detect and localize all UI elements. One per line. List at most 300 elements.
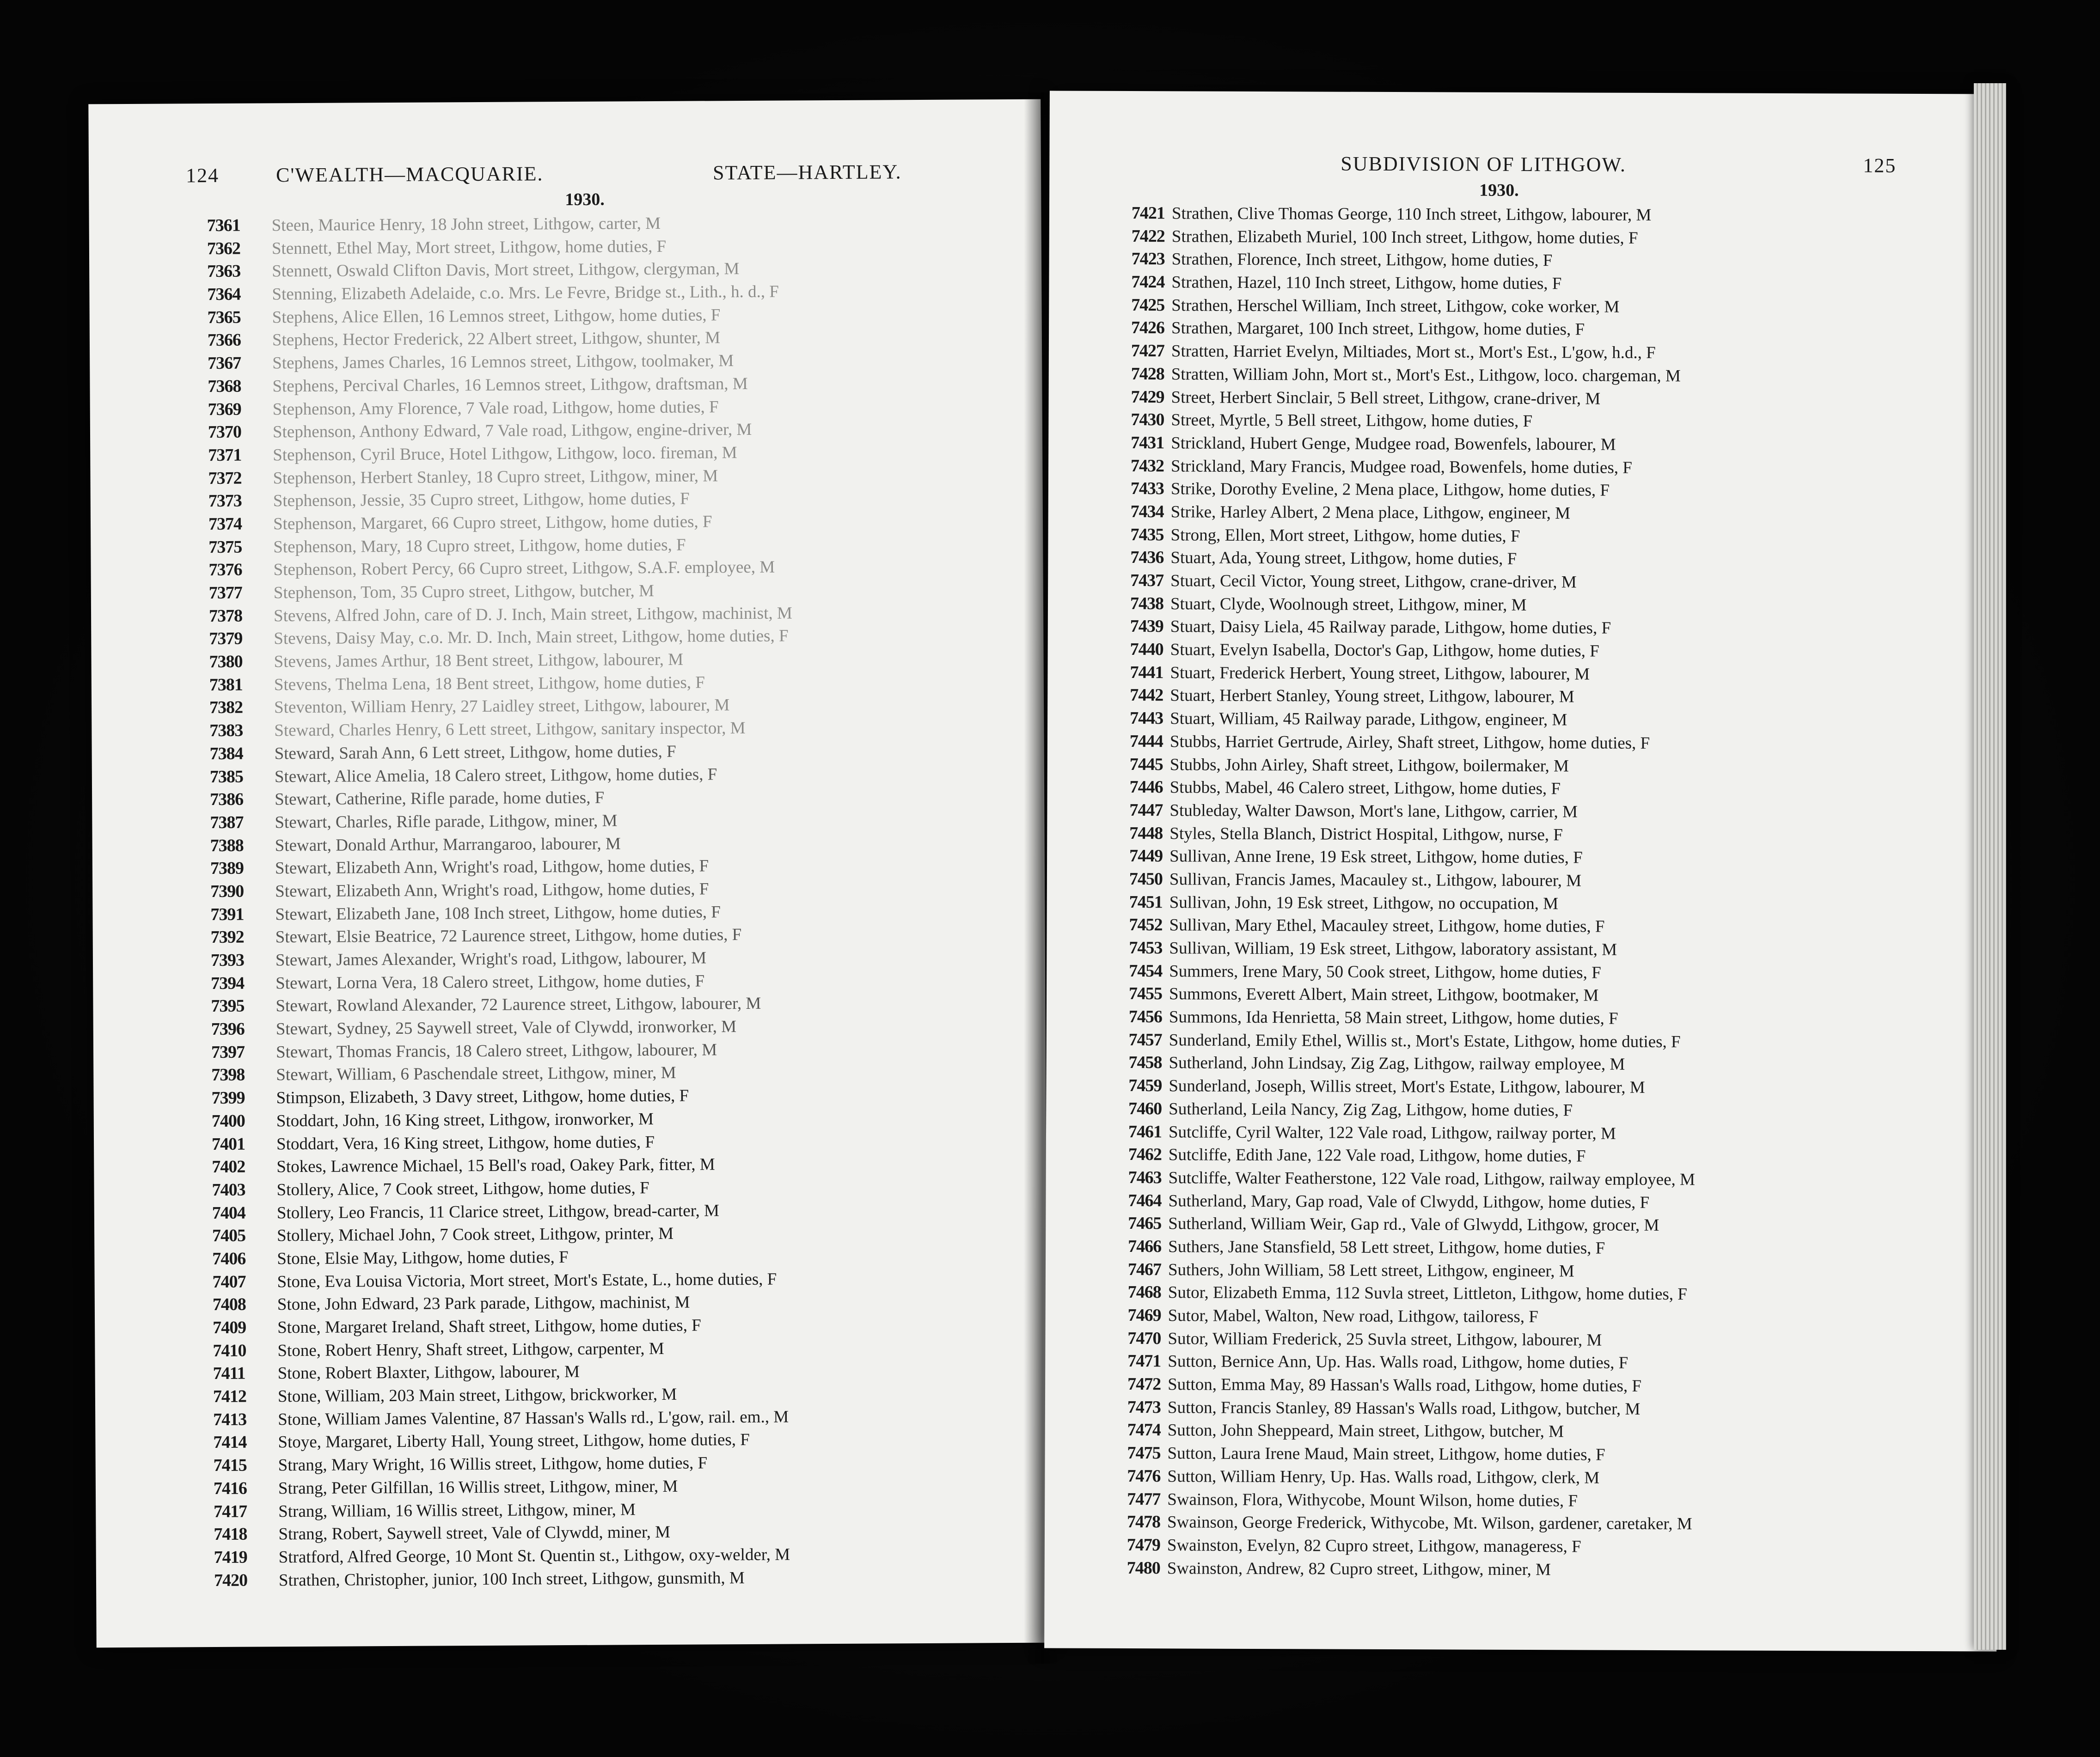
entry-text: Stone, William, 203 Main street, Lithgow, brickworker, M [277, 1385, 677, 1406]
entry-row [1045, 1442, 1997, 1468]
entry-row [1046, 1166, 1998, 1192]
entry-number: 7392 [210, 927, 244, 947]
entry-number: 7420 [214, 1570, 248, 1590]
entry-number: 7362 [207, 238, 241, 258]
entry-text: Stephenson, Tom, 35 Cupro street, Lithgow, butcher, M [273, 581, 655, 603]
entry-number: 7460 [1128, 1098, 1162, 1119]
entry-number: 7454 [1129, 961, 1163, 981]
entry-number: 7477 [1127, 1489, 1161, 1509]
entry-text: Stone, John Edward, 23 Park parade, Lithgow, machinist, M [277, 1293, 690, 1314]
entry-number: 7451 [1129, 892, 1163, 912]
entry-number: 7381 [209, 675, 243, 695]
entry-number: 7473 [1127, 1397, 1161, 1417]
entry-row [1046, 1304, 1998, 1330]
entry-text: Sullivan, Anne Irene, 19 Esk street, Lithgow, home duties, F [1169, 847, 1583, 867]
entry-row [1049, 225, 2002, 251]
entry-number: 7365 [207, 307, 241, 327]
entry-text: Strathen, Christopher, junior, 100 Inch street, Lithgow, gunsmith, M [278, 1568, 745, 1590]
entry-number: 7417 [214, 1501, 247, 1521]
entry-text: Styles, Stella Blanch, District Hospital, Lithgow, nurse, F [1169, 824, 1563, 844]
entry-row [1046, 1281, 1998, 1307]
entry-text: Summers, Irene Mary, 50 Cook street, Lithgow, home duties, F [1169, 962, 1601, 982]
entry-text: Stubbs, John Airley, Shaft street, Lithgow, boilermaker, M [1169, 755, 1569, 775]
entry-text: Strickland, Hubert Genge, Mudgee road, Bowenfels, labourer, M [1171, 433, 1616, 454]
entry-number: 7455 [1128, 984, 1163, 1004]
entry-number: 7364 [207, 284, 241, 305]
entry-text: Stewart, Elsie Beatrice, 72 Laurence street, Lithgow, home duties, F [275, 925, 742, 947]
entry-text: Swainson, Flora, Withycobe, Mount Wilson, home duties, F [1167, 1489, 1578, 1510]
entry-number: 7468 [1127, 1282, 1161, 1302]
entry-text: Sullivan, William, 19 Esk street, Lithgow, laboratory assistant, M [1169, 939, 1617, 959]
left-header-state: STATE—HARTLEY. [712, 160, 902, 184]
entry-row [1045, 1419, 1997, 1445]
entry-row [1045, 1327, 1997, 1353]
entry-row [1049, 362, 2001, 389]
entry-number: 7401 [211, 1134, 245, 1154]
entry-text: Steventon, William Henry, 27 Laidley street, Lithgow, labourer, M [274, 695, 730, 717]
entry-text: Stubleday, Walter Dawson, Mort's lane, Lithgow, carrier, M [1169, 801, 1578, 822]
right-entry-list [1045, 201, 2002, 1582]
entry-number: 7456 [1128, 1007, 1162, 1027]
entry-text: Stenning, Elizabeth Adelaide, c.o. Mrs. Le Fevre, Bridge st., Lith., h. d., F [272, 282, 779, 304]
entry-row [1048, 523, 2000, 549]
entry-text: Stoddart, John, 16 King street, Lithgow, ironworker, M [276, 1109, 654, 1131]
entry-number: 7463 [1128, 1167, 1162, 1188]
entry-number: 7403 [212, 1180, 245, 1200]
entry-text: Stollery, Leo Francis, 11 Clarice street, Lithgow, bread-carter, M [276, 1201, 720, 1222]
entry-number: 7388 [210, 836, 244, 855]
entry-text: Stuart, Daisy Liela, 45 Railway parade, Lithgow, home duties, F [1170, 617, 1611, 638]
entry-row [1047, 776, 2000, 802]
entry-number: 7379 [209, 629, 243, 649]
entry-row [1047, 661, 2000, 687]
entry-number: 7439 [1130, 616, 1163, 636]
entry-number: 7438 [1130, 593, 1164, 613]
entry-row [1045, 1464, 1997, 1491]
entry-text: Stone, William James Valentine, 87 Hassan's Walls rd., L'gow, rail. em., M [278, 1407, 789, 1429]
entry-text: Strathen, Herschel William, Inch street, Lithgow, coke worker, M [1171, 296, 1620, 317]
entry-number: 7444 [1129, 731, 1163, 751]
entry-number: 7411 [213, 1364, 245, 1384]
entry-text: Steward, Sarah Ann, 6 Lett street, Lithgow, home duties, F [274, 742, 676, 763]
entry-text: Sutor, Elizabeth Emma, 112 Suvla street, Littleton, Lithgow, home duties, F [1168, 1283, 1687, 1304]
entry-text: Stewart, Charles, Rifle parade, Lithgow, miner, M [275, 811, 618, 832]
entry-number: 7387 [210, 812, 244, 832]
entry-number: 7434 [1130, 501, 1164, 522]
entry-number: 7370 [208, 422, 242, 442]
entry-number: 7375 [208, 537, 242, 557]
entry-row [1046, 1120, 1998, 1147]
entry-text: Stephenson, Jessie, 35 Cupro street, Lithgow, home duties, F [273, 489, 690, 511]
entry-number: 7366 [207, 330, 241, 350]
entry-row [1048, 615, 2000, 641]
entry-number: 7435 [1130, 525, 1164, 544]
entry-number: 7461 [1128, 1122, 1162, 1141]
entry-number: 7399 [211, 1088, 245, 1108]
entry-row [1047, 684, 2000, 710]
entry-text: Stuart, Herbert Stanley, Young street, Lithgow, labourer, M [1170, 686, 1574, 707]
entry-number: 7407 [212, 1272, 246, 1292]
entry-number: 7385 [209, 767, 244, 787]
entry-number: 7382 [209, 698, 243, 718]
entry-number: 7361 [207, 215, 240, 236]
entry-row [1047, 982, 1999, 1009]
entry-text: Stephens, James Charles, 16 Lemnos street, Lithgow, toolmaker, M [272, 351, 734, 373]
entry-text: Suthers, Jane Stansfield, 58 Lett street, Lithgow, home duties, F [1168, 1237, 1605, 1258]
entry-text: Stone, Robert Henry, Shaft street, Lithgow, carpenter, M [277, 1339, 664, 1360]
entry-number: 7418 [214, 1524, 247, 1544]
entry-text: Stewart, Elizabeth Ann, Wright's road, Lithgow, home duties, F [275, 879, 709, 901]
entry-number: 7425 [1131, 295, 1165, 315]
entry-number: 7428 [1131, 364, 1164, 384]
entry-text: Swainston, Andrew, 82 Cupro street, Lithgow, miner, M [1167, 1558, 1551, 1579]
entry-number: 7469 [1127, 1306, 1161, 1325]
entry-text: Stewart, James Alexander, Wright's road, Lithgow, labourer, M [275, 948, 707, 970]
entry-number: 7440 [1130, 640, 1163, 659]
entry-number: 7470 [1127, 1328, 1161, 1348]
right-page-header [1049, 151, 2002, 182]
entry-text: Stuart, Ada, Young street, Lithgow, home duties, F [1170, 548, 1517, 569]
entry-row [1047, 1028, 1999, 1055]
entry-number: 7457 [1128, 1030, 1162, 1050]
entry-text: Stone, Eva Louisa Victoria, Mort street, Mort's Estate, L., home duties, F [277, 1269, 777, 1291]
entry-row [1047, 822, 1999, 848]
entry-number: 7443 [1130, 708, 1163, 728]
entry-text: Stewart, Rowland Alexander, 72 Laurence street, Lithgow, labourer, M [276, 994, 761, 1016]
entry-text: Steward, Charles Henry, 6 Lett street, Lithgow, sanitary inspector, M [274, 719, 746, 740]
entry-row [1049, 340, 2001, 366]
entry-row [1045, 1350, 1997, 1376]
entry-number: 7436 [1130, 548, 1164, 567]
entry-number: 7398 [211, 1065, 245, 1085]
entry-text: Stephenson, Robert Percy, 66 Cupro street, Lithgow, S.A.F. employee, M [273, 557, 775, 580]
entry-text: Strang, Peter Gilfillan, 16 Willis street, Lithgow, miner, M [278, 1476, 678, 1498]
entry-row [1048, 592, 2000, 618]
entry-number: 7472 [1127, 1374, 1161, 1394]
entry-text: Strong, Ellen, Mort street, Lithgow, home duties, F [1170, 525, 1520, 546]
entry-number: 7422 [1131, 226, 1165, 246]
entry-text: Stephens, Alice Ellen, 16 Lemnos street, Lithgow, home duties, F [272, 305, 721, 327]
left-page-number: 124 [185, 164, 220, 187]
entry-text: Stone, Margaret Ireland, Shaft street, Lithgow, home duties, F [277, 1316, 701, 1337]
left-page-header [89, 159, 1041, 192]
entry-text: Stimpson, Elizabeth, 3 Davy street, Lithgow, home duties, F [276, 1086, 689, 1108]
entry-row [1045, 1373, 1997, 1399]
entry-text: Stephens, Percival Charles, 16 Lemnos street, Lithgow, draftsman, M [272, 374, 748, 396]
entry-number: 7480 [1127, 1558, 1160, 1578]
entry-number: 7430 [1131, 410, 1164, 430]
entry-number: 7442 [1130, 685, 1163, 705]
entry-text: Stuart, Frederick Herbert, Young street, Lithgow, labourer, M [1170, 663, 1590, 684]
entry-row [1045, 1511, 1997, 1537]
entry-text: Stevens, Thelma Lena, 18 Bent street, Lithgow, home duties, F [274, 673, 705, 695]
entry-row [1048, 477, 2001, 504]
entry-row [1049, 293, 2001, 320]
entry-number: 7389 [210, 858, 244, 878]
entry-number: 7415 [213, 1455, 247, 1476]
right-year: 1930. [1479, 180, 1519, 200]
entry-text: Strathen, Margaret, 100 Inch street, Lithgow, home duties, F [1171, 318, 1585, 339]
entry-text: Strickland, Mary Francis, Mudgee road, Bowenfels, home duties, F [1170, 456, 1632, 477]
entry-row [1048, 546, 2000, 573]
entry-text: Sullivan, John, 19 Esk street, Lithgow, no occupation, M [1169, 892, 1559, 913]
entry-number: 7396 [211, 1019, 245, 1039]
entry-row [1046, 1212, 1998, 1238]
entry-number: 7395 [211, 996, 245, 1016]
entry-row [1045, 1488, 1997, 1514]
entry-number: 7437 [1130, 571, 1164, 591]
entry-number: 7431 [1131, 433, 1164, 453]
entry-text: Stewart, Lorna Vera, 18 Calero street, Lithgow, home duties, F [276, 971, 705, 993]
entry-text: Sutherland, Leila Nancy, Zig Zag, Lithgow, home duties, F [1169, 1099, 1573, 1120]
entry-number: 7412 [213, 1386, 247, 1407]
entry-number: 7394 [211, 973, 245, 993]
entry-text: Summons, Ida Henrietta, 58 Main street, Lithgow, home duties, F [1169, 1007, 1618, 1028]
entry-text: Stuart, Cecil Victor, Young street, Lithgow, crane-driver, M [1170, 571, 1577, 592]
entry-number: 7413 [213, 1409, 247, 1429]
entry-text: Stephens, Hector Frederick, 22 Albert street, Lithgow, shunter, M [272, 328, 721, 350]
right-header-subdivision: SUBDIVISION OF LITHGOW. [1341, 152, 1627, 176]
entry-text: Strang, Mary Wright, 16 Willis street, Lithgow, home duties, F [278, 1453, 708, 1475]
entry-text: Sutherland, Mary, Gap road, Vale of Clwydd, Lithgow, home duties, F [1168, 1191, 1650, 1212]
entry-text: Stratten, William John, Mort st., Mort's Est., Lithgow, loco. chargeman, M [1171, 365, 1681, 385]
entry-text: Stephenson, Margaret, 66 Cupro street, Lithgow, home duties, F [273, 512, 712, 534]
entry-text: Stewart, Elizabeth Jane, 108 Inch street, Lithgow, home duties, F [275, 902, 721, 924]
entry-text: Sutton, Bernice Ann, Up. Has. Walls road, Lithgow, home duties, F [1168, 1352, 1629, 1373]
entry-row [1047, 707, 2000, 733]
entry-number: 7376 [208, 560, 242, 580]
entry-number: 7400 [211, 1111, 245, 1131]
entry-text: Stephenson, Herbert Stanley, 18 Cupro street, Lithgow, miner, M [273, 466, 718, 488]
entry-text: Stevens, James Arthur, 18 Bent street, Lithgow, labourer, M [274, 650, 684, 671]
entry-number: 7368 [208, 376, 241, 396]
entry-row [1046, 1189, 1998, 1215]
entry-text: Sunderland, Emily Ethel, Willis st., Mort's Estate, Lithgow, home duties, F [1169, 1031, 1681, 1051]
entry-text: Sutcliffe, Cyril Walter, 122 Vale road, Lithgow, railway porter, M [1168, 1122, 1616, 1143]
entry-number: 7445 [1129, 754, 1163, 774]
entry-number: 7377 [208, 583, 242, 603]
entry-number: 7429 [1131, 387, 1164, 407]
entry-text: Sutton, John Sheppeard, Main street, Lithgow, butcher, M [1167, 1421, 1564, 1441]
entry-text: Strathen, Clive Thomas George, 110 Inch street, Lithgow, labourer, M [1171, 204, 1652, 225]
entry-text: Strike, Harley Albert, 2 Mena place, Lithgow, engineer, M [1170, 502, 1571, 523]
entry-row [1048, 431, 2001, 458]
entry-text: Stennett, Oswald Clifton Davis, Mort street, Lithgow, clergyman, M [272, 259, 740, 281]
entry-text: Stephenson, Anthony Edward, 7 Vale road, Lithgow, engine-driver, M [272, 420, 752, 442]
entry-number: 7426 [1131, 318, 1165, 338]
entry-number: 7432 [1130, 456, 1164, 476]
entry-text: Strathen, Florence, Inch street, Lithgow, home duties, F [1171, 250, 1553, 270]
entry-number: 7384 [209, 744, 243, 763]
entry-number: 7453 [1129, 938, 1163, 958]
entry-number: 7397 [211, 1042, 245, 1062]
entry-row [1049, 201, 2002, 228]
entry-text: Sutherland, William Weir, Gap rd., Vale of Glwydd, Lithgow, grocer, M [1168, 1214, 1659, 1235]
entry-text: Sutton, Emma May, 89 Hassan's Walls road, Lithgow, home duties, F [1168, 1375, 1642, 1396]
entry-number: 7374 [208, 514, 242, 534]
entry-text: Stuart, Evelyn Isabella, Doctor's Gap, Lithgow, home duties, F [1170, 640, 1599, 661]
entry-text: Stewart, Alice Amelia, 18 Calero street, Lithgow, home duties, F [274, 764, 717, 786]
entry-row [1047, 891, 1999, 917]
entry-number: 7369 [208, 399, 241, 419]
entry-text: Sutcliffe, Edith Jane, 122 Vale road, Lithgow, home duties, F [1168, 1145, 1586, 1166]
entry-number: 7424 [1131, 272, 1165, 292]
entry-row [1049, 317, 2001, 343]
entry-row [1047, 914, 1999, 940]
entry-text: Stratten, Harriet Evelyn, Miltiades, Mort st., Mort's Est., L'gow, h.d., F [1171, 342, 1656, 363]
entry-text: Suthers, John William, 58 Lett street, Lithgow, engineer, M [1168, 1260, 1574, 1281]
entry-row [1047, 936, 1999, 963]
entry-text: Sutcliffe, Walter Featherstone, 122 Vale road, Lithgow, railway employee, M [1168, 1168, 1696, 1190]
entry-row [1049, 248, 2002, 274]
entry-text: Street, Herbert Sinclair, 5 Bell street, Lithgow, crane-driver, M [1171, 387, 1601, 409]
left-year: 1930. [565, 189, 605, 210]
entry-text: Strang, Robert, Saywell street, Vale of Clywdd, miner, M [278, 1523, 671, 1544]
entry-row [1045, 1533, 1997, 1560]
entry-number: 7465 [1128, 1214, 1162, 1233]
entry-row [1047, 799, 1999, 825]
entry-number: 7427 [1131, 341, 1164, 361]
left-header-commonwealth: C'WEALTH—MACQUARIE. [276, 162, 544, 187]
entry-row [1048, 454, 2001, 481]
left-page [88, 99, 1048, 1648]
entry-number: 7458 [1128, 1053, 1162, 1073]
entry-text: Stephenson, Amy Florence, 7 Vale road, Lithgow, home duties, F [272, 397, 719, 419]
entry-text: Stratford, Alfred George, 10 Mont St. Quentin st., Lithgow, oxy-welder, M [278, 1545, 790, 1567]
entry-text: Sutton, Francis Stanley, 89 Hassan's Walls road, Lithgow, butcher, M [1167, 1398, 1641, 1419]
entry-text: Stevens, Daisy May, c.o. Mr. D. Inch, Main street, Lithgow, home duties, F [274, 626, 789, 648]
entry-number: 7452 [1129, 915, 1163, 935]
entry-text: Stone, Robert Blaxter, Lithgow, labourer, M [277, 1362, 580, 1383]
entry-text: Stuart, William, 45 Railway parade, Lithgow, engineer, M [1170, 709, 1567, 730]
entry-number: 7393 [210, 950, 245, 970]
entry-text: Swainson, George Frederick, Withycobe, Mt. Wilson, gardener, caretaker, M [1167, 1513, 1692, 1534]
entry-text: Stewart, William, 6 Paschendale street, Lithgow, miner, M [276, 1063, 676, 1085]
entry-text: Stone, Elsie May, Lithgow, home duties, F [277, 1247, 569, 1269]
entry-row [1045, 1556, 1997, 1583]
entry-number: 7478 [1127, 1512, 1161, 1532]
left-entry-list [89, 210, 1049, 1593]
entry-row [1047, 1005, 1999, 1031]
entry-text: Stewart, Thomas Francis, 18 Calero street, Lithgow, labourer, M [276, 1040, 717, 1062]
entry-text: Stennett, Ethel May, Mort street, Lithgow, home duties, F [271, 237, 667, 258]
entry-row [1046, 1074, 1998, 1101]
entry-text: Strathen, Elizabeth Muriel, 100 Inch street, Lithgow, home duties, F [1171, 227, 1638, 248]
entry-number: 7447 [1129, 800, 1163, 820]
entry-row [1047, 867, 1999, 894]
entry-number: 7450 [1129, 869, 1163, 889]
entry-text: Strike, Dorothy Eveline, 2 Mena place, Lithgow, home duties, F [1170, 479, 1610, 500]
entry-text: Sunderland, Joseph, Willis street, Mort's Estate, Lithgow, labourer, M [1169, 1076, 1645, 1098]
entry-number: 7373 [208, 491, 242, 511]
entry-number: 7383 [209, 720, 243, 741]
entry-number: 7380 [209, 652, 243, 672]
entry-number: 7363 [207, 262, 241, 281]
entry-number: 7402 [212, 1157, 245, 1177]
entry-text: Stephenson, Cyril Bruce, Hotel Lithgow, Lithgow, loco. fireman, M [273, 443, 737, 465]
entry-number: 7386 [210, 789, 244, 810]
entry-number: 7433 [1130, 479, 1164, 499]
entry-row [1048, 569, 2000, 595]
entry-row [1047, 845, 1999, 871]
entry-number: 7467 [1127, 1259, 1162, 1279]
entry-text: Street, Myrtle, 5 Bell street, Lithgow, home duties, F [1171, 410, 1533, 431]
entry-text: Stoddart, Vera, 16 King street, Lithgow, home duties, F [276, 1132, 655, 1153]
entry-text: Stephenson, Mary, 18 Cupro street, Lithgow, home duties, F [273, 535, 686, 556]
entry-text: Stubbs, Mabel, 46 Calero street, Lithgow, home duties, F [1169, 778, 1561, 799]
entry-number: 7404 [212, 1203, 245, 1223]
entry-number: 7448 [1129, 823, 1163, 843]
entry-text: Stewart, Catherine, Rifle parade, home duties, F [275, 788, 605, 809]
entry-number: 7405 [212, 1226, 246, 1246]
entry-text: Stollery, Alice, 7 Cook street, Lithgow, home duties, F [276, 1178, 649, 1200]
entry-number: 7423 [1131, 249, 1165, 269]
entry-row [1047, 959, 1999, 986]
entry-number: 7367 [208, 353, 241, 373]
entry-row [1046, 1235, 1998, 1261]
entry-text: Sutton, Laura Irene Maud, Main street, Lithgow, home duties, F [1167, 1444, 1605, 1464]
entry-text: Stuart, Clyde, Woolnough street, Lithgow, miner, M [1170, 594, 1527, 615]
entry-text: Stewart, Elizabeth Ann, Wright's road, Lithgow, home duties, F [275, 856, 709, 878]
entry-text: Stoye, Margaret, Liberty Hall, Young street, Lithgow, home duties, F [278, 1430, 750, 1452]
entry-text: Stokes, Lawrence Michael, 15 Bell's road, Oakey Park, fitter, M [276, 1155, 715, 1177]
entry-row [1048, 500, 2001, 526]
entry-row [1048, 385, 2001, 412]
entry-row [1049, 270, 2001, 297]
entry-number: 7410 [213, 1341, 246, 1360]
entry-row [96, 1565, 1048, 1592]
entry-number: 7449 [1129, 846, 1163, 866]
entry-number: 7479 [1127, 1535, 1160, 1555]
entry-text: Swainston, Evelyn, 82 Cupro street, Lithgow, manageress, F [1167, 1536, 1581, 1556]
entry-number: 7462 [1128, 1145, 1162, 1165]
entry-number: 7466 [1128, 1236, 1162, 1257]
entry-number: 7459 [1128, 1076, 1162, 1096]
entry-number: 7446 [1129, 777, 1163, 797]
entry-number: 7419 [214, 1547, 247, 1567]
entry-row [1048, 409, 2001, 435]
entry-text: Stubbs, Harriet Gertrude, Airley, Shaft street, Lithgow, home duties, F [1169, 732, 1650, 753]
entry-row [1046, 1097, 1998, 1123]
right-page [1044, 91, 2002, 1651]
entry-number: 7406 [212, 1249, 246, 1269]
entry-text: Strang, William, 16 Willis street, Lithgow, miner, M [278, 1500, 636, 1521]
entry-number: 7414 [213, 1433, 247, 1452]
entry-text: Strathen, Hazel, 110 Inch street, Lithgow, home duties, F [1171, 273, 1562, 293]
entry-text: Sutton, William Henry, Up. Has. Walls road, Lithgow, clerk, M [1167, 1467, 1600, 1488]
entry-row [1048, 638, 2000, 664]
entry-number: 7471 [1127, 1351, 1161, 1371]
page-edges [1974, 83, 2006, 1650]
entry-text: Sutherland, John Lindsay, Zig Zag, Lithgow, railway employee, M [1169, 1053, 1625, 1074]
entry-number: 7416 [213, 1478, 247, 1498]
entry-number: 7409 [213, 1318, 246, 1338]
entry-text: Stevens, Alfred John, care of D. J. Inch, Main street, Lithgow, machinist, M [273, 604, 792, 626]
entry-row [1046, 1258, 1998, 1284]
entry-text: Sutor, William Frederick, 25 Suvla street, Lithgow, labourer, M [1168, 1329, 1602, 1350]
entry-number: 7421 [1131, 203, 1165, 223]
entry-number: 7464 [1128, 1190, 1162, 1210]
entry-text: Sullivan, Mary Ethel, Macauley street, Lithgow, home duties, F [1169, 915, 1605, 936]
right-page-number: 125 [1863, 154, 1897, 177]
entry-number: 7378 [208, 606, 243, 626]
entry-number: 7476 [1127, 1466, 1161, 1486]
entry-text: Stewart, Donald Arthur, Marrangaroo, labourer, M [275, 834, 621, 855]
entry-number: 7474 [1127, 1420, 1161, 1440]
entry-text: Sutor, Mabel, Walton, New road, Lithgow, tailoress, F [1168, 1306, 1538, 1327]
entry-row [1047, 730, 2000, 756]
entry-number: 7371 [208, 445, 242, 465]
